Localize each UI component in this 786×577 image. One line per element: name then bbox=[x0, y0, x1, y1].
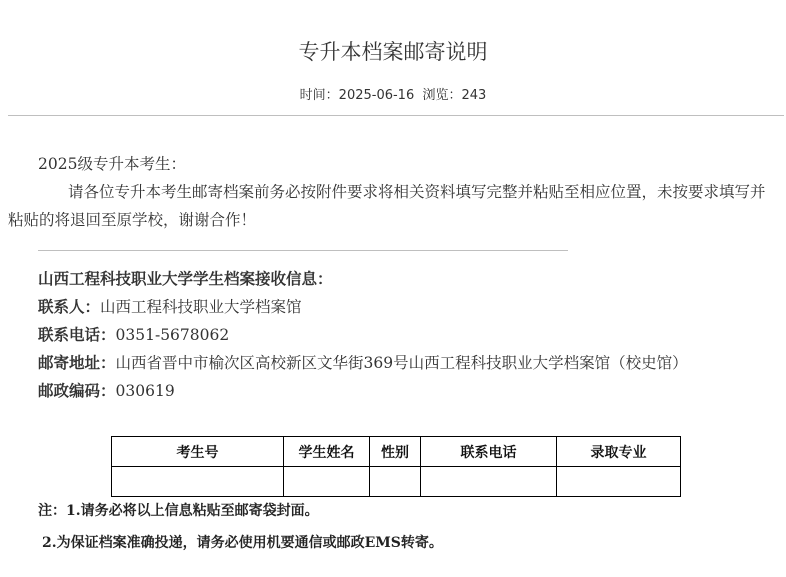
table-header-cell: 联系电话 bbox=[421, 437, 557, 467]
article-meta bbox=[0, 87, 786, 105]
time-value: 2025-06-16 bbox=[338, 88, 415, 103]
address-value: 山西省晋中市榆次区高校新区文华街369号山西工程科技职业大学档案馆（校史馆） bbox=[115, 354, 688, 372]
views-value: 243 bbox=[461, 88, 487, 103]
notes bbox=[38, 500, 443, 554]
note-2: 2.为保证档案准确投递，请务必使用机要通信或邮政EMS转寄。 bbox=[42, 535, 443, 551]
salutation: 2025级专升本考生： bbox=[38, 155, 186, 173]
views-label: 浏览： bbox=[422, 88, 462, 103]
section-divider bbox=[38, 250, 568, 251]
table-row bbox=[112, 467, 681, 497]
header-divider bbox=[8, 115, 784, 116]
time-label: 时间： bbox=[299, 88, 339, 103]
table-cell bbox=[557, 467, 681, 497]
address-label: 邮寄地址： bbox=[38, 353, 116, 372]
phone-value: 0351-5678062 bbox=[115, 326, 230, 344]
article-body bbox=[8, 150, 772, 234]
postcode-value: 030619 bbox=[115, 382, 175, 400]
phone-row bbox=[8, 321, 772, 349]
note-1: 注：1.请务必将以上信息粘贴至邮寄袋封面。 bbox=[38, 503, 319, 519]
table-cell bbox=[284, 467, 370, 497]
page-title: 专升本档案邮寄说明 bbox=[298, 40, 488, 64]
table-header-cell: 学生姓名 bbox=[284, 437, 370, 467]
postcode-row bbox=[8, 377, 772, 405]
table-cell bbox=[112, 467, 284, 497]
phone-label: 联系电话： bbox=[38, 325, 116, 344]
receiver-info bbox=[8, 265, 772, 405]
contact-value: 山西工程科技职业大学档案馆 bbox=[100, 298, 302, 316]
info-table bbox=[111, 436, 681, 497]
table-header-cell: 性别 bbox=[370, 437, 421, 467]
body-paragraph: 请各位专升本考生邮寄档案前务必按附件要求将相关资料填写完整并粘贴至相应位置，未按要求填写并粘贴的将退回至原学校，谢谢合作！ bbox=[8, 183, 766, 229]
table-cell bbox=[370, 467, 421, 497]
table-header-cell: 录取专业 bbox=[557, 437, 681, 467]
table-header-row bbox=[112, 437, 681, 467]
address-row bbox=[8, 349, 772, 377]
meta-spacer bbox=[414, 88, 422, 103]
contact-label: 联系人： bbox=[38, 297, 101, 316]
contact-row bbox=[8, 293, 772, 321]
table-header-cell: 考生号 bbox=[112, 437, 284, 467]
receiver-heading: 山西工程科技职业大学学生档案接收信息： bbox=[38, 269, 333, 288]
table-cell bbox=[421, 467, 557, 497]
postcode-label: 邮政编码： bbox=[38, 381, 116, 400]
